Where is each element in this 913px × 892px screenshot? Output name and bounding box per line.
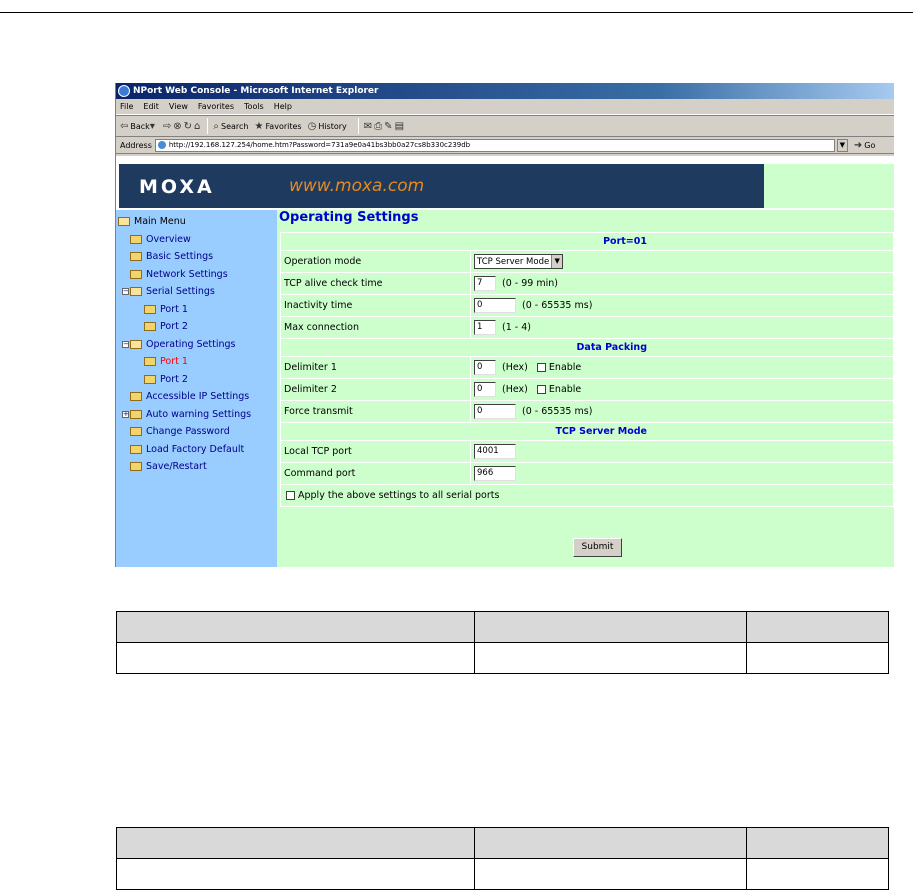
table-row — [281, 463, 894, 485]
table-row — [281, 273, 894, 295]
inactivity-input[interactable]: 0 — [474, 298, 516, 313]
delimiter2-enable-label: Enable — [548, 384, 582, 395]
data-packing-header: Data Packing — [281, 339, 894, 357]
table-row — [281, 295, 894, 317]
force-transmit-cell — [471, 401, 894, 423]
max-connection-hint: (1 - 4) — [502, 322, 531, 333]
chevron-down-icon: ▾ — [149, 120, 155, 132]
force-transmit-hint: (0 - 65535 ms) — [522, 406, 593, 417]
sidebar-tree — [116, 210, 277, 567]
moxa-banner — [119, 164, 764, 208]
local-tcp-port-input[interactable]: 4001 — [474, 444, 516, 459]
address-label: Address — [120, 140, 152, 150]
print-icon[interactable]: ⎙ — [374, 120, 383, 132]
table-row — [281, 441, 894, 463]
collapse-icon[interactable]: − — [123, 339, 129, 348]
delimiter2-input[interactable]: 0 — [474, 382, 496, 397]
sidebar-item-label: Load Factory Default — [146, 443, 245, 455]
sidebar-item-label: Save/Restart — [146, 461, 207, 473]
title-bar — [116, 83, 894, 99]
sidebar-item-label: Network Settings — [146, 268, 228, 280]
favorites-icon: ★ — [254, 120, 264, 132]
table-cell — [475, 828, 747, 859]
sidebar-item-overview[interactable] — [116, 231, 277, 249]
tcp-server-header: TCP Server Mode — [281, 423, 894, 441]
table-cell — [117, 859, 475, 890]
folder-icon — [144, 375, 156, 384]
page-header-rule — [0, 12, 913, 13]
mail-icon[interactable]: ✉ — [363, 120, 373, 132]
address-dropdown-button[interactable]: ▼ — [837, 139, 848, 152]
sidebar-item-label: Port 1 — [160, 356, 188, 368]
toolbar — [116, 115, 894, 137]
sidebar-item-operating-port-2[interactable] — [116, 371, 277, 389]
delimiter2-cell — [471, 379, 894, 401]
go-button[interactable] — [854, 140, 875, 151]
doc-table-2 — [116, 827, 889, 890]
menu-file[interactable]: File — [120, 102, 134, 111]
table-row — [117, 643, 889, 674]
sidebar-item-label: Port 2 — [160, 321, 188, 333]
sidebar-item-label: Change Password — [146, 426, 230, 438]
tcp-alive-label: TCP alive check time — [281, 273, 471, 295]
page-icon — [158, 141, 166, 149]
apply-all-cell — [281, 485, 894, 507]
folder-icon — [130, 392, 142, 401]
tcp-alive-hint: (0 - 99 min) — [502, 278, 558, 289]
apply-all-checkbox[interactable] — [286, 491, 295, 500]
sidebar-item-operating-port-1[interactable] — [116, 353, 277, 371]
page-title: Operating Settings — [279, 210, 419, 225]
folder-open-icon — [130, 340, 142, 349]
folder-icon — [130, 427, 142, 436]
delimiter1-label: Delimiter 1 — [281, 357, 471, 379]
folder-icon — [130, 445, 142, 454]
sidebar-item-main-menu[interactable] — [116, 213, 277, 231]
sidebar-item-serial-port-2[interactable] — [116, 318, 277, 336]
sidebar-item-label: Main Menu — [134, 216, 186, 228]
local-tcp-port-cell — [471, 441, 894, 463]
search-button[interactable] — [213, 121, 248, 132]
window-title: NPort Web Console - Microsoft Internet Explorer — [133, 86, 379, 96]
collapse-icon[interactable]: − — [123, 287, 129, 296]
sidebar-item-label: Overview — [146, 233, 191, 245]
table-row — [281, 357, 894, 379]
history-button[interactable] — [308, 121, 347, 132]
sidebar-item-serial-port-1[interactable] — [116, 301, 277, 319]
sidebar-item-auto-warning[interactable] — [116, 406, 277, 424]
operation-mode-select[interactable] — [474, 254, 563, 269]
max-connection-cell — [471, 317, 894, 339]
sidebar-item-load-factory-default[interactable] — [116, 441, 277, 459]
favorites-button[interactable] — [254, 121, 301, 132]
command-port-input[interactable]: 966 — [474, 466, 516, 481]
folder-icon — [130, 462, 142, 471]
moxa-url: www.moxa.com — [289, 176, 425, 196]
delimiter2-hint: (Hex) — [502, 384, 528, 395]
delimiter2-enable-checkbox[interactable] — [537, 385, 546, 394]
back-arrow-icon: ⇦ — [120, 120, 129, 132]
port-header: Port=01 — [281, 233, 894, 251]
tcp-alive-cell — [471, 273, 894, 295]
sidebar-item-label: Accessible IP Settings — [146, 391, 250, 403]
address-bar — [116, 137, 894, 154]
max-connection-label: Max connection — [281, 317, 471, 339]
table-cell — [117, 828, 475, 859]
table-row — [281, 401, 894, 423]
delimiter1-enable-checkbox[interactable] — [537, 363, 546, 372]
chevron-down-icon: ▼ — [551, 255, 562, 268]
table-cell — [117, 612, 475, 643]
moxa-logo: MOXA — [139, 176, 215, 198]
folder-icon — [144, 357, 156, 366]
refresh-icon[interactable]: ↻ — [183, 120, 193, 132]
toolbar-separator — [358, 118, 359, 134]
table-cell — [117, 643, 475, 674]
sidebar-item-label: Port 1 — [160, 303, 188, 315]
table-row — [281, 251, 894, 273]
folder-icon — [144, 305, 156, 314]
edit-icon[interactable]: ✎ — [384, 120, 393, 132]
toolbar-separator — [207, 118, 208, 134]
folder-icon — [130, 235, 142, 244]
delimiter1-cell — [471, 357, 894, 379]
back-label: Back — [130, 121, 150, 131]
table-cell — [747, 612, 889, 643]
sidebar-item-label: Auto warning Settings — [146, 408, 252, 420]
go-arrow-icon: ➜ — [853, 139, 863, 151]
settings-panel — [277, 210, 894, 567]
folder-icon — [130, 410, 142, 419]
command-port-label: Command port — [281, 463, 471, 485]
tcp-alive-input[interactable]: 7 — [474, 276, 496, 291]
go-label: Go — [864, 140, 876, 150]
back-button[interactable] — [120, 121, 157, 132]
menu-view[interactable]: View — [168, 102, 188, 111]
table-row — [281, 317, 894, 339]
discuss-icon[interactable]: ▤ — [394, 120, 405, 132]
table-row — [281, 379, 894, 401]
expand-icon[interactable]: + — [123, 409, 129, 418]
history-label: History — [318, 121, 347, 131]
stop-icon[interactable]: ⊗ — [173, 120, 182, 132]
settings-table — [280, 232, 894, 507]
sidebar-item-label: Basic Settings — [146, 251, 214, 263]
banner-side-panel — [764, 164, 894, 208]
sidebar-item-serial-settings[interactable] — [116, 283, 277, 301]
folder-open-icon — [130, 287, 142, 296]
menu-edit[interactable]: Edit — [143, 102, 159, 111]
table-row — [117, 828, 889, 859]
operation-mode-cell — [471, 251, 894, 273]
delimiter1-enable-label: Enable — [548, 362, 582, 373]
search-icon: ⌕ — [213, 120, 219, 132]
submit-button[interactable]: Submit — [573, 538, 622, 557]
browser-window — [115, 83, 894, 567]
inactivity-label: Inactivity time — [281, 295, 471, 317]
delimiter1-hint: (Hex) — [502, 362, 528, 373]
favorites-label: Favorites — [265, 121, 302, 131]
home-icon[interactable]: ⌂ — [194, 120, 201, 132]
max-connection-input[interactable]: 1 — [474, 320, 496, 335]
table-row — [281, 485, 894, 507]
doc-table-1 — [116, 611, 889, 674]
address-url: http://192.168.127.254/home.htm?Password=731a9e0a41bs3bb0a27cs8b330c239db — [168, 141, 471, 149]
folder-icon — [130, 252, 142, 261]
sidebar-item-label: Port 2 — [160, 373, 188, 385]
table-cell — [747, 828, 889, 859]
sidebar-item-accessible-ip[interactable] — [116, 388, 277, 406]
folder-icon — [144, 322, 156, 331]
force-transmit-label: Force transmit — [281, 401, 471, 423]
page-viewport — [116, 156, 894, 567]
operation-mode-label: Operation mode — [281, 251, 471, 273]
table-cell — [747, 643, 889, 674]
apply-all-label: Apply the above settings to all serial ports — [298, 490, 500, 501]
local-tcp-port-label: Local TCP port — [281, 441, 471, 463]
table-row — [117, 859, 889, 890]
sidebar-item-label: Serial Settings — [146, 286, 215, 298]
table-cell — [475, 643, 747, 674]
operation-mode-value: TCP Server Mode — [477, 256, 550, 267]
inactivity-cell — [471, 295, 894, 317]
inactivity-hint: (0 - 65535 ms) — [522, 300, 593, 311]
table-cell — [475, 612, 747, 643]
menu-tools[interactable]: Tools — [244, 102, 264, 111]
folder-icon — [130, 270, 142, 279]
delimiter2-label: Delimiter 2 — [281, 379, 471, 401]
folder-open-icon — [118, 217, 130, 226]
sidebar-item-label: Operating Settings — [146, 338, 236, 350]
sidebar-item-basic-settings[interactable] — [116, 248, 277, 266]
table-cell — [475, 859, 747, 890]
ie-icon — [118, 85, 130, 97]
delimiter1-input[interactable]: 0 — [474, 360, 496, 375]
sidebar-item-change-password[interactable] — [116, 423, 277, 441]
menu-help[interactable]: Help — [273, 102, 292, 111]
table-row — [117, 612, 889, 643]
address-input[interactable] — [155, 139, 835, 152]
command-port-cell — [471, 463, 894, 485]
forward-arrow-icon[interactable]: ⇨ — [162, 120, 172, 132]
sidebar-item-network-settings[interactable] — [116, 266, 277, 284]
menu-bar — [116, 99, 894, 115]
sidebar-item-operating-settings[interactable] — [116, 336, 277, 354]
sidebar-item-save-restart[interactable] — [116, 458, 277, 476]
search-label: Search — [220, 121, 249, 131]
table-cell — [747, 859, 889, 890]
menu-favorites[interactable]: Favorites — [197, 102, 235, 111]
force-transmit-input[interactable]: 0 — [474, 404, 516, 419]
history-icon: ◷ — [307, 120, 317, 132]
